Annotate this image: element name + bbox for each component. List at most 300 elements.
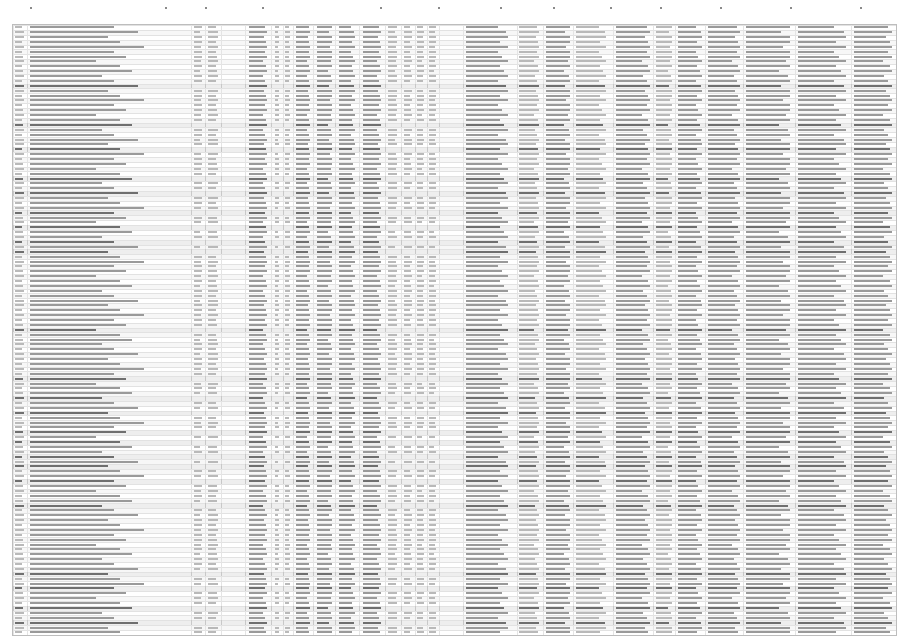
cell-text-placeholder	[854, 378, 892, 380]
cell-text-placeholder	[466, 422, 508, 424]
cell-text-placeholder	[30, 46, 144, 48]
cell-text-placeholder	[404, 139, 412, 141]
cell-text-placeholder	[194, 36, 202, 38]
cell-text-placeholder	[15, 324, 23, 326]
cell-text-placeholder	[854, 309, 890, 311]
cell-text-placeholder	[798, 446, 841, 448]
cell-text-placeholder	[616, 226, 648, 228]
cell-text-placeholder	[30, 163, 126, 165]
cell-text-placeholder	[285, 139, 290, 141]
cell-text-placeholder	[275, 187, 279, 189]
cell-text-placeholder	[678, 139, 701, 141]
cell-text-placeholder	[249, 187, 265, 189]
cell-text-placeholder	[616, 217, 650, 219]
cell-text-placeholder	[249, 251, 264, 253]
cell-text-placeholder	[708, 129, 734, 131]
cell-text-placeholder	[678, 226, 697, 228]
cell-text-placeholder	[708, 143, 735, 145]
cell-text-placeholder	[546, 221, 568, 223]
cell-text-placeholder	[339, 90, 355, 92]
cell-text-placeholder	[296, 300, 310, 302]
cell-text-placeholder	[30, 129, 102, 131]
cell-text-placeholder	[429, 36, 436, 38]
cell-text-placeholder	[15, 300, 24, 302]
cell-text-placeholder	[285, 90, 290, 92]
cell-text-placeholder	[275, 31, 278, 33]
cell-text-placeholder	[388, 261, 396, 263]
cell-text-placeholder	[363, 295, 379, 297]
cell-text-placeholder	[363, 226, 380, 228]
cell-text-placeholder	[429, 51, 436, 53]
cell-text-placeholder	[466, 363, 500, 365]
cell-text-placeholder	[30, 26, 114, 28]
cell-text-placeholder	[746, 246, 781, 248]
cell-text-placeholder	[363, 290, 377, 292]
cell-text-placeholder	[708, 378, 740, 380]
cell-text-placeholder	[708, 300, 740, 302]
cell-text-placeholder	[363, 65, 380, 67]
cell-text-placeholder	[546, 256, 570, 258]
cell-text-placeholder	[429, 143, 436, 145]
cell-text-placeholder	[519, 251, 536, 253]
cell-text-placeholder	[546, 80, 570, 82]
cell-text-placeholder	[363, 324, 381, 326]
cell-text-placeholder	[656, 241, 672, 243]
cell-text-placeholder	[30, 304, 108, 306]
cell-text-placeholder	[746, 456, 790, 458]
cell-text-placeholder	[404, 129, 412, 131]
cell-text-placeholder	[429, 60, 435, 62]
cell-text-placeholder	[678, 217, 698, 219]
cell-text-placeholder	[404, 383, 412, 385]
cell-text-placeholder	[249, 461, 267, 463]
cell-text-placeholder	[576, 143, 606, 145]
cell-text-placeholder	[616, 256, 648, 258]
cell-text-placeholder	[15, 168, 24, 170]
cell-text-placeholder	[363, 182, 377, 184]
cell-text-placeholder	[656, 197, 672, 199]
cell-text-placeholder	[249, 124, 267, 126]
cell-text-placeholder	[854, 290, 884, 292]
cell-text-placeholder	[708, 192, 740, 194]
cell-text-placeholder	[194, 309, 202, 311]
cell-text-placeholder	[296, 412, 308, 414]
cell-text-placeholder	[404, 436, 412, 438]
cell-text-placeholder	[404, 334, 410, 336]
cell-text-placeholder	[249, 348, 265, 350]
cell-text-placeholder	[466, 251, 508, 253]
cell-text-placeholder	[363, 392, 381, 394]
cell-text-placeholder	[678, 431, 698, 433]
cell-text-placeholder	[798, 319, 834, 321]
cell-text-placeholder	[429, 153, 435, 155]
cell-text-placeholder	[429, 56, 436, 58]
cell-text-placeholder	[404, 56, 411, 58]
cell-text-placeholder	[249, 363, 266, 365]
cell-text-placeholder	[30, 446, 132, 448]
cell-text-placeholder	[746, 192, 781, 194]
cell-text-placeholder	[466, 192, 506, 194]
cell-text-placeholder	[708, 417, 738, 419]
cell-text-placeholder	[388, 334, 397, 336]
cell-text-placeholder	[30, 221, 96, 223]
cell-text-placeholder	[616, 124, 650, 126]
cell-text-placeholder	[798, 251, 846, 253]
cell-text-placeholder	[519, 124, 539, 126]
cell-text-placeholder	[30, 178, 132, 180]
cell-text-placeholder	[466, 343, 508, 345]
cell-text-placeholder	[30, 134, 114, 136]
cell-text-placeholder	[656, 417, 672, 419]
cell-text-placeholder	[854, 329, 883, 331]
cell-text-placeholder	[546, 90, 570, 92]
cell-text-placeholder	[388, 60, 396, 62]
cell-text-placeholder	[249, 163, 267, 165]
cell-text-placeholder	[746, 202, 790, 204]
cell-text-placeholder	[417, 334, 424, 336]
cell-text-placeholder	[275, 417, 279, 419]
cell-text-placeholder	[249, 75, 263, 77]
cell-text-placeholder	[208, 261, 218, 263]
cell-text-placeholder	[708, 187, 737, 189]
cell-text-placeholder	[285, 158, 289, 160]
cell-text-placeholder	[417, 114, 422, 116]
cell-text-placeholder	[546, 275, 568, 277]
cell-text-placeholder	[30, 358, 108, 360]
cell-text-placeholder	[249, 451, 263, 453]
cell-text-placeholder	[275, 319, 279, 321]
cell-text-placeholder	[466, 280, 500, 282]
cell-text-placeholder	[404, 168, 412, 170]
cell-text-placeholder	[519, 314, 539, 316]
cell-text-placeholder	[317, 241, 332, 243]
cell-text-placeholder	[317, 187, 332, 189]
cell-text-placeholder	[519, 134, 537, 136]
cell-text-placeholder	[388, 46, 396, 48]
cell-text-placeholder	[746, 368, 783, 370]
cell-text-placeholder	[429, 70, 434, 72]
cell-text-placeholder	[363, 358, 378, 360]
cell-text-placeholder	[746, 124, 779, 126]
cell-text-placeholder	[30, 275, 96, 277]
cell-text-placeholder	[208, 207, 218, 209]
cell-text-placeholder	[15, 397, 24, 399]
cell-text-placeholder	[519, 261, 539, 263]
cell-text-placeholder	[576, 95, 600, 97]
cell-text-placeholder	[678, 441, 697, 443]
cell-text-placeholder	[417, 65, 424, 67]
cell-text-placeholder	[519, 363, 538, 365]
cell-text-placeholder	[208, 314, 218, 316]
cell-text-placeholder	[546, 236, 569, 238]
cell-text-placeholder	[30, 65, 120, 67]
cell-text-placeholder	[616, 280, 648, 282]
cell-text-placeholder	[339, 41, 352, 43]
cell-text-placeholder	[388, 295, 397, 297]
cell-text-placeholder	[746, 387, 790, 389]
cell-text-placeholder	[208, 319, 216, 321]
cell-text-placeholder	[798, 295, 834, 297]
cell-text-placeholder	[798, 31, 844, 33]
cell-text-placeholder	[656, 275, 670, 277]
cell-text-placeholder	[15, 46, 24, 48]
cell-text-placeholder	[746, 324, 790, 326]
cell-text-placeholder	[296, 436, 307, 438]
cell-text-placeholder	[616, 70, 650, 72]
cell-text-placeholder	[404, 304, 412, 306]
cell-text-placeholder	[285, 187, 289, 189]
cell-text-placeholder	[466, 265, 498, 267]
cell-text-placeholder	[616, 324, 650, 326]
cell-text-placeholder	[15, 451, 24, 453]
cell-text-placeholder	[466, 339, 504, 341]
cell-text-placeholder	[546, 368, 566, 370]
cell-text-placeholder	[656, 246, 669, 248]
cell-text-placeholder	[363, 383, 377, 385]
cell-text-placeholder	[798, 373, 834, 375]
cell-text-placeholder	[546, 65, 570, 67]
cell-text-placeholder	[15, 129, 24, 131]
cell-text-placeholder	[417, 319, 423, 321]
cell-text-placeholder	[546, 304, 570, 306]
cell-text-placeholder	[317, 309, 332, 311]
cell-text-placeholder	[746, 241, 790, 243]
header-mark	[500, 7, 502, 9]
cell-text-placeholder	[546, 329, 568, 331]
cell-text-placeholder	[208, 65, 216, 67]
cell-text-placeholder	[576, 148, 600, 150]
cell-text-placeholder	[854, 441, 890, 443]
cell-text-placeholder	[388, 436, 396, 438]
cell-text-placeholder	[194, 246, 200, 248]
cell-text-placeholder	[678, 95, 697, 97]
cell-text-placeholder	[546, 178, 564, 180]
cell-text-placeholder	[15, 246, 24, 248]
cell-text-placeholder	[275, 451, 279, 453]
cell-text-placeholder	[678, 383, 702, 385]
cell-text-placeholder	[519, 426, 537, 428]
cell-text-placeholder	[746, 46, 783, 48]
cell-text-placeholder	[208, 168, 218, 170]
cell-text-placeholder	[429, 422, 435, 424]
cell-text-placeholder	[466, 329, 508, 331]
cell-text-placeholder	[363, 402, 379, 404]
cell-text-placeholder	[194, 402, 202, 404]
cell-text-placeholder	[249, 168, 263, 170]
cell-text-placeholder	[30, 192, 138, 194]
cell-text-placeholder	[746, 95, 790, 97]
cell-text-placeholder	[519, 397, 535, 399]
register-table[interactable]	[12, 24, 897, 636]
cell-text-placeholder	[854, 41, 890, 43]
cell-text-placeholder	[388, 56, 397, 58]
cell-text-placeholder	[616, 207, 650, 209]
cell-text-placeholder	[15, 339, 23, 341]
cell-text-placeholder	[616, 285, 650, 287]
cell-text-placeholder	[249, 373, 265, 375]
cell-text-placeholder	[317, 143, 332, 145]
cell-text-placeholder	[576, 75, 606, 77]
cell-text-placeholder	[466, 41, 500, 43]
cell-text-placeholder	[296, 241, 309, 243]
cell-text-placeholder	[519, 422, 539, 424]
cell-text-placeholder	[576, 378, 602, 380]
cell-text-placeholder	[339, 373, 351, 375]
cell-text-placeholder	[798, 197, 846, 199]
cell-text-placeholder	[678, 329, 702, 331]
cell-text-placeholder	[296, 422, 310, 424]
cell-text-placeholder	[208, 114, 218, 116]
cell-text-placeholder	[746, 441, 790, 443]
cell-text-placeholder	[429, 343, 436, 345]
cell-text-placeholder	[363, 134, 379, 136]
cell-text-placeholder	[388, 304, 397, 306]
cell-text-placeholder	[429, 265, 436, 267]
cell-text-placeholder	[576, 314, 606, 316]
cell-text-placeholder	[30, 99, 144, 101]
cell-text-placeholder	[417, 119, 424, 121]
cell-text-placeholder	[249, 436, 263, 438]
cell-text-placeholder	[746, 139, 781, 141]
cell-text-placeholder	[285, 46, 290, 48]
cell-text-placeholder	[854, 221, 883, 223]
cell-text-placeholder	[798, 51, 834, 53]
cell-text-placeholder	[656, 314, 670, 316]
cell-text-placeholder	[285, 197, 290, 199]
cell-text-placeholder	[30, 246, 138, 248]
cell-text-placeholder	[519, 285, 539, 287]
cell-text-placeholder	[656, 139, 669, 141]
cell-text-placeholder	[317, 368, 330, 370]
cell-text-placeholder	[285, 265, 289, 267]
cell-text-placeholder	[296, 163, 310, 165]
cell-text-placeholder	[15, 51, 22, 53]
cell-text-placeholder	[576, 119, 600, 121]
cell-text-placeholder	[576, 182, 606, 184]
cell-text-placeholder	[275, 256, 279, 258]
cell-text-placeholder	[519, 290, 535, 292]
cell-text-placeholder	[388, 353, 395, 355]
cell-text-placeholder	[275, 217, 279, 219]
cell-text-placeholder	[429, 41, 436, 43]
cell-text-placeholder	[519, 280, 538, 282]
cell-text-placeholder	[404, 134, 410, 136]
cell-text-placeholder	[208, 285, 217, 287]
cell-text-placeholder	[339, 314, 355, 316]
cell-text-placeholder	[296, 280, 309, 282]
cell-text-placeholder	[317, 295, 332, 297]
cell-text-placeholder	[417, 300, 424, 302]
cell-text-placeholder	[798, 119, 836, 121]
cell-text-placeholder	[746, 221, 786, 223]
cell-text-placeholder	[317, 407, 329, 409]
cell-text-placeholder	[576, 60, 606, 62]
cell-text-placeholder	[429, 304, 436, 306]
cell-text-placeholder	[194, 261, 201, 263]
cell-text-placeholder	[656, 26, 672, 28]
cell-text-placeholder	[546, 300, 565, 302]
cell-text-placeholder	[708, 446, 740, 448]
cell-text-placeholder	[339, 168, 355, 170]
cell-text-placeholder	[275, 75, 279, 77]
cell-text-placeholder	[317, 85, 329, 87]
cell-text-placeholder	[30, 334, 120, 336]
cell-text-placeholder	[194, 373, 202, 375]
cell-text-placeholder	[546, 134, 570, 136]
cell-text-placeholder	[317, 217, 332, 219]
cell-text-placeholder	[656, 402, 672, 404]
cell-text-placeholder	[15, 139, 24, 141]
cell-text-placeholder	[798, 451, 846, 453]
cell-text-placeholder	[194, 202, 202, 204]
cell-text-placeholder	[854, 422, 892, 424]
cell-text-placeholder	[678, 134, 696, 136]
cell-text-placeholder	[208, 109, 217, 111]
cell-text-placeholder	[296, 187, 309, 189]
cell-text-placeholder	[708, 256, 738, 258]
cell-text-placeholder	[798, 114, 846, 116]
cell-text-placeholder	[708, 431, 740, 433]
cell-text-placeholder	[208, 60, 218, 62]
cell-text-placeholder	[854, 407, 892, 409]
cell-text-placeholder	[194, 119, 202, 121]
cell-text-placeholder	[466, 295, 498, 297]
cell-text-placeholder	[339, 456, 351, 458]
cell-text-placeholder	[798, 441, 836, 443]
cell-text-placeholder	[678, 46, 702, 48]
cell-text-placeholder	[678, 221, 702, 223]
cell-text-placeholder	[616, 309, 648, 311]
cell-text-placeholder	[388, 114, 396, 116]
cell-text-placeholder	[296, 397, 307, 399]
cell-text-placeholder	[296, 153, 310, 155]
cell-text-placeholder	[15, 124, 23, 126]
cell-text-placeholder	[519, 80, 537, 82]
cell-text-placeholder	[854, 270, 892, 272]
cell-text-placeholder	[466, 95, 500, 97]
cell-text-placeholder	[296, 339, 310, 341]
cell-text-placeholder	[519, 231, 539, 233]
cell-text-placeholder	[296, 426, 309, 428]
cell-text-placeholder	[746, 383, 786, 385]
cell-text-placeholder	[678, 368, 702, 370]
cell-text-placeholder	[429, 426, 436, 428]
cell-text-placeholder	[417, 202, 424, 204]
cell-text-placeholder	[30, 324, 126, 326]
cell-text-placeholder	[339, 236, 355, 238]
cell-text-placeholder	[363, 251, 378, 253]
cell-text-placeholder	[546, 187, 570, 189]
cell-text-placeholder	[15, 56, 23, 58]
cell-text-placeholder	[678, 451, 702, 453]
cell-text-placeholder	[466, 436, 508, 438]
cell-text-placeholder	[708, 80, 737, 82]
cell-text-placeholder	[249, 134, 265, 136]
cell-text-placeholder	[798, 173, 836, 175]
cell-text-placeholder	[678, 153, 702, 155]
cell-text-placeholder	[546, 280, 570, 282]
cell-text-placeholder	[616, 397, 643, 399]
cell-text-placeholder	[678, 392, 700, 394]
cell-text-placeholder	[363, 275, 377, 277]
cell-text-placeholder	[15, 387, 22, 389]
cell-text-placeholder	[388, 51, 397, 53]
cell-text-placeholder	[616, 261, 650, 263]
cell-text-placeholder	[363, 314, 381, 316]
cell-text-placeholder	[296, 192, 310, 194]
cell-text-placeholder	[746, 392, 779, 394]
cell-text-placeholder	[417, 207, 424, 209]
